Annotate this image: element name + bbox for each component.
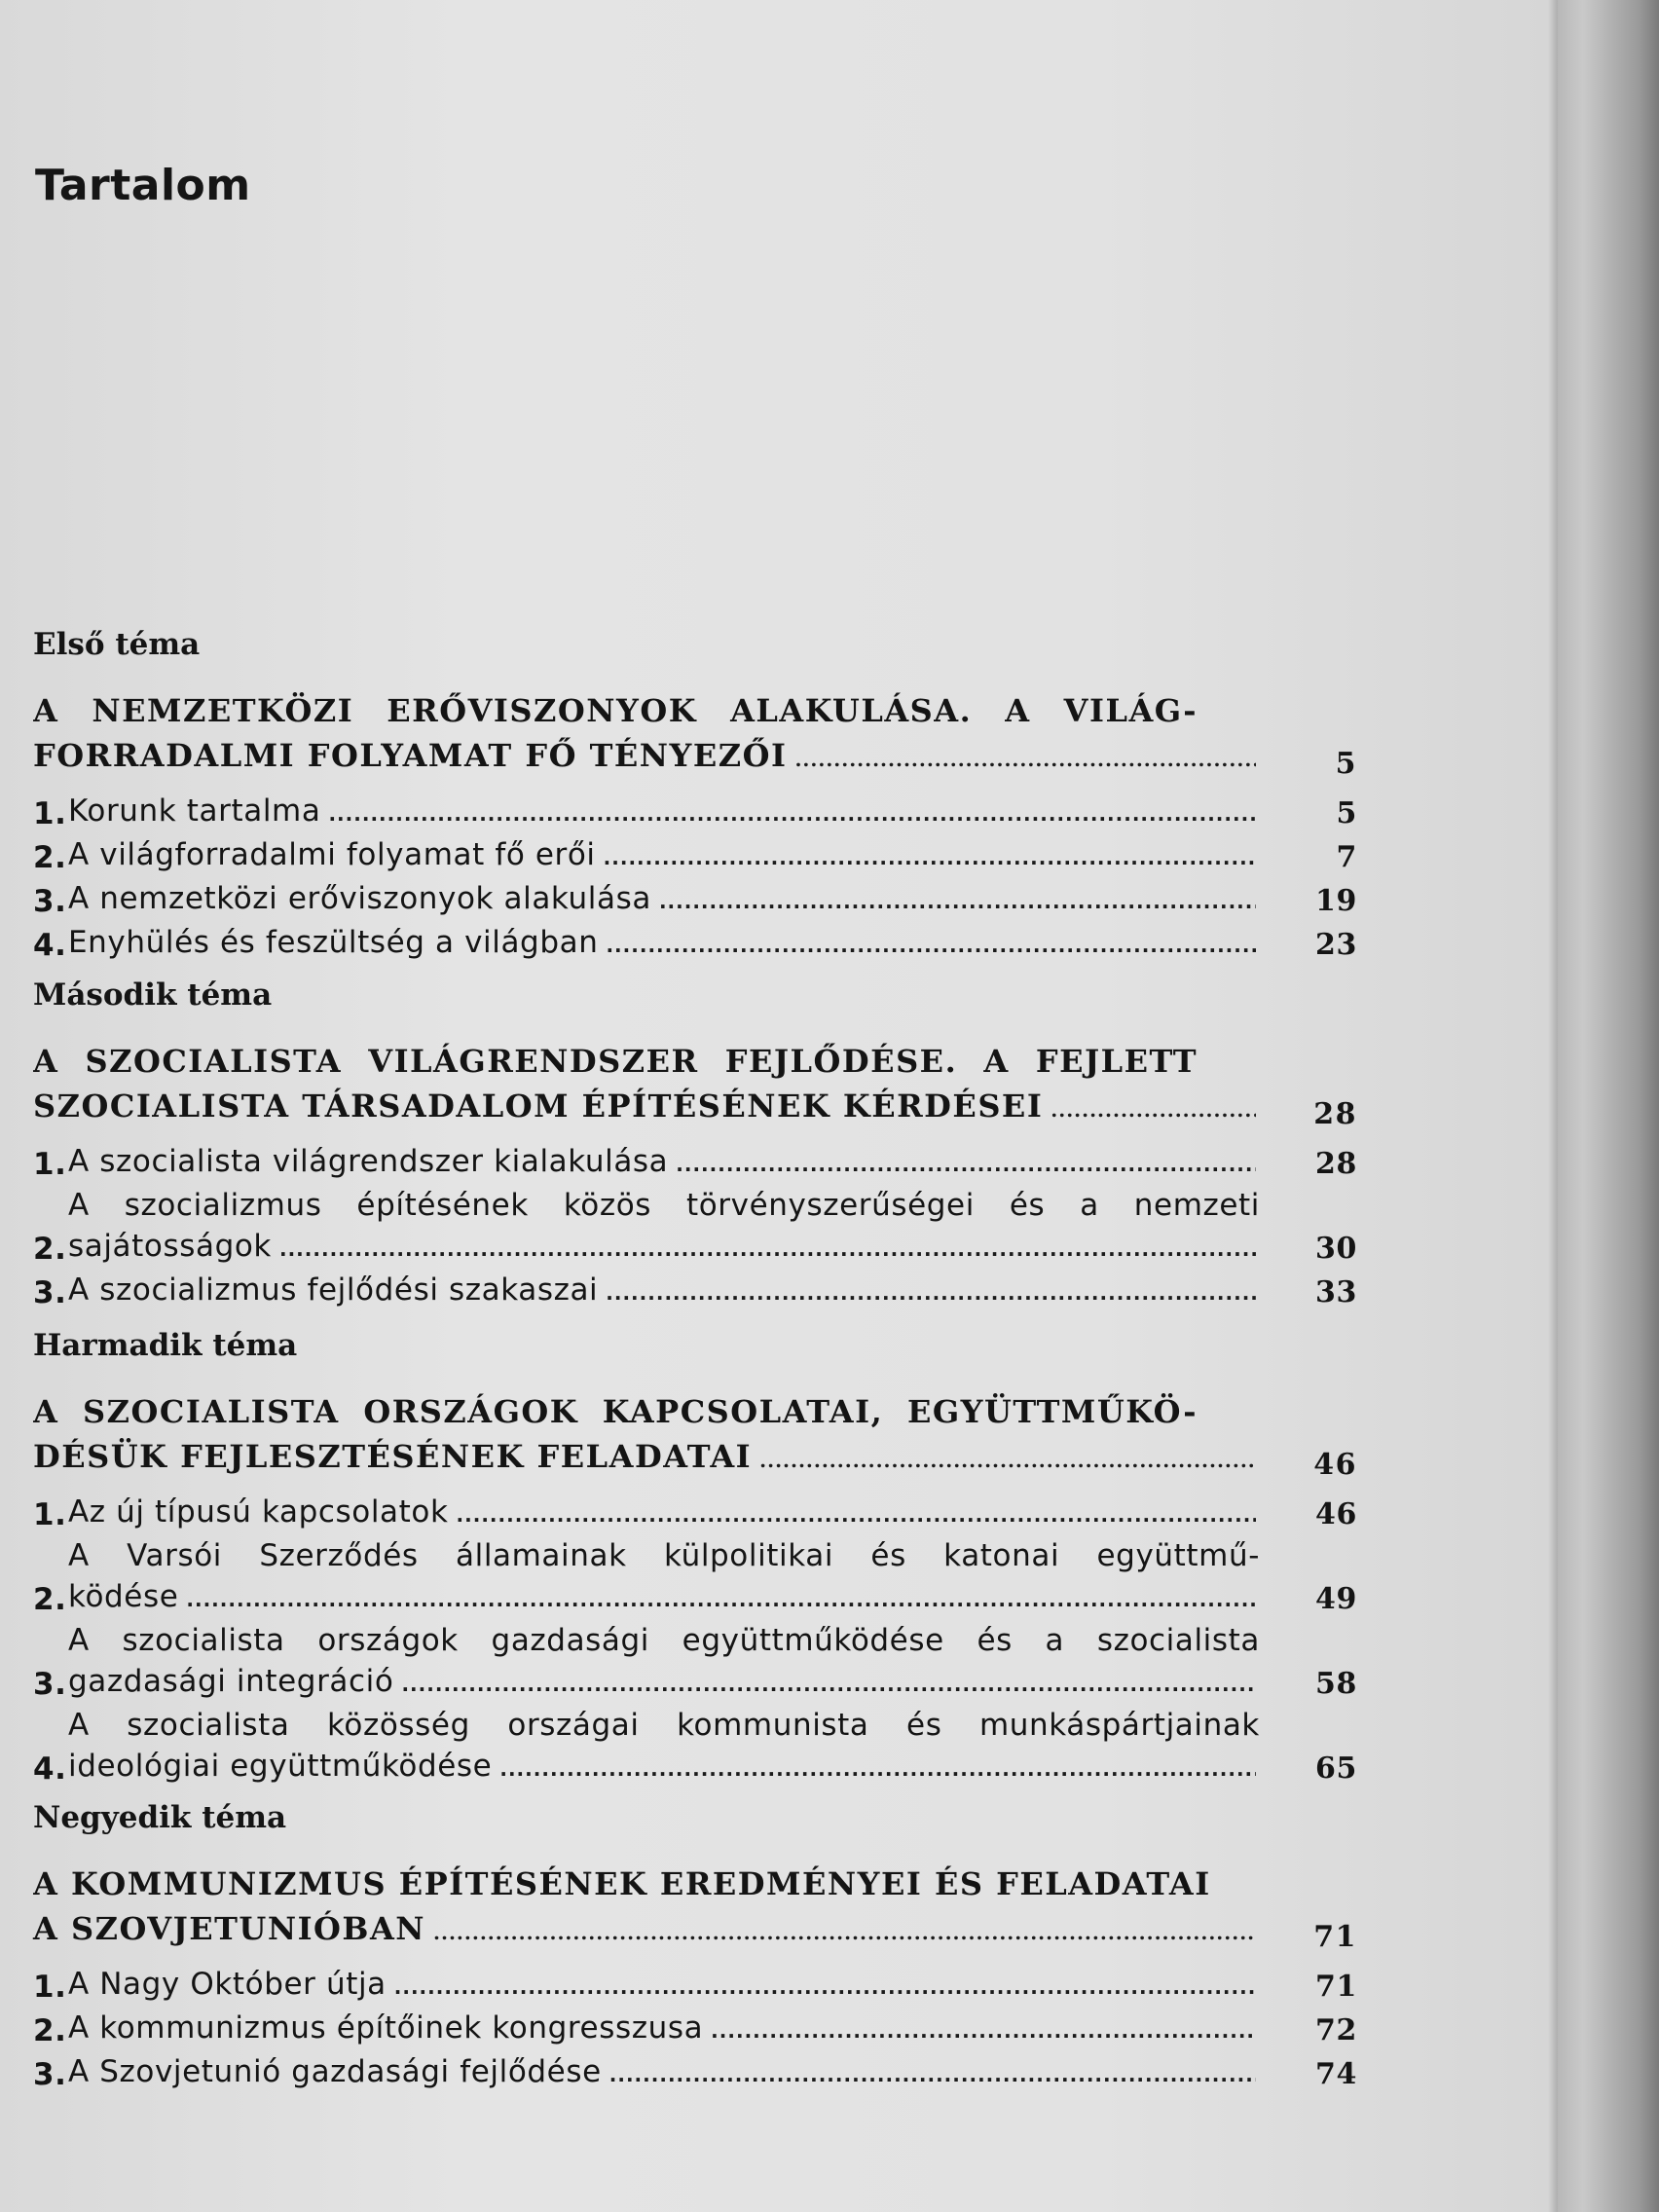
dot-leader [794, 738, 1256, 781]
section-heading[interactable] [33, 687, 1357, 781]
dot-leader [279, 1229, 1256, 1270]
entry-number: 2. [33, 1232, 67, 1267]
page-number: 5 [1335, 747, 1357, 781]
dot-leader [433, 1911, 1256, 1954]
toc-entry[interactable] [33, 834, 1357, 878]
entry-title-continued: ködése [68, 1579, 179, 1614]
toc-section-2 [33, 974, 1357, 1313]
entry-number: 4. [33, 928, 67, 963]
dot-leader [328, 793, 1256, 834]
page-number: 19 [1315, 884, 1357, 918]
entry-title-continued: gazdasági integráció [68, 1664, 394, 1699]
toc-entry[interactable] [33, 791, 1357, 834]
entry-title-continued: ideológiai együttműködése [68, 1749, 493, 1784]
show-through-text [253, 117, 1324, 304]
dot-leader [457, 1494, 1256, 1535]
entry-title: A szocializmus építésének közös törvényszerűségei és a nemzeti [68, 1188, 1260, 1223]
toc-entry[interactable] [33, 1535, 1357, 1620]
section-heading-line1: A NEMZETKÖZI ERŐVISZONYOK ALAKULÁSA. A VILÁG- [33, 692, 1198, 729]
toc-entry[interactable] [33, 1620, 1357, 1705]
page-number: 5 [1336, 796, 1357, 830]
dot-leader [394, 1967, 1256, 2008]
section-label: Negyedik téma [33, 1800, 287, 1835]
section-heading[interactable] [33, 1038, 1357, 1131]
page-number: 30 [1315, 1232, 1357, 1266]
page-number: 74 [1315, 2057, 1357, 2091]
toc-entry[interactable] [33, 1492, 1357, 1535]
toc-entry[interactable] [33, 922, 1357, 966]
page-number: 46 [1315, 1497, 1357, 1531]
book-spine-edge [1558, 0, 1659, 2212]
entry-title-continued: sajátosságok [68, 1229, 272, 1264]
section-heading-line1: A SZOCIALISTA ORSZÁGOK KAPCSOLATAI, EGYÜTTMŰKÖ- [33, 1393, 1198, 1430]
section-heading[interactable] [33, 1388, 1357, 1482]
dot-leader [676, 1144, 1256, 1185]
entry-title: A Nagy Október útja [68, 1967, 387, 2002]
entry-title: A szocialista országok gazdasági együttműködése és a szocialista [68, 1623, 1260, 1658]
entry-number: 1. [33, 1147, 67, 1182]
entry-title: Korunk tartalma [68, 793, 321, 829]
toc-entry[interactable] [33, 1705, 1357, 1789]
toc-entry[interactable] [33, 2051, 1357, 2095]
entry-title: A szocialista közösség országai kommunista és munkáspártjainak [68, 1708, 1260, 1743]
toc-entry[interactable] [33, 878, 1357, 922]
dot-leader [759, 1439, 1256, 1482]
entry-number: 3. [33, 1667, 67, 1702]
toc-entry[interactable] [33, 1185, 1357, 1270]
page-number: 7 [1336, 840, 1357, 874]
section-heading-line2: DÉSÜK FEJLESZTÉSÉNEK FELADATAI [33, 1438, 753, 1475]
entry-number: 2. [33, 2013, 67, 2048]
page-number: 46 [1313, 1448, 1357, 1482]
entry-title: A Szovjetunió gazdasági fejlődése [68, 2054, 602, 2089]
page-number: 71 [1315, 1970, 1357, 2004]
dot-leader [606, 1272, 1256, 1313]
toc-entry[interactable] [33, 1270, 1357, 1313]
toc-entry[interactable] [33, 1141, 1357, 1185]
dot-leader [659, 881, 1256, 922]
page-number: 71 [1313, 1920, 1357, 1954]
entry-number: 3. [33, 1275, 67, 1310]
section-heading-line2: FORRADALMI FOLYAMAT FŐ TÉNYEZŐI [33, 737, 788, 774]
section-heading-line1: A SZOCIALISTA VILÁGRENDSZER FEJLŐDÉSE. A FEJLETT [33, 1043, 1198, 1080]
section-heading[interactable] [33, 1861, 1357, 1954]
section-label: Harmadik téma [33, 1328, 298, 1363]
entry-number: 4. [33, 1751, 67, 1787]
page-number: 72 [1315, 2013, 1357, 2047]
page-number: 23 [1315, 928, 1357, 962]
dot-leader [609, 2054, 1256, 2095]
toc-section-3 [33, 1324, 1357, 1789]
dot-leader [606, 925, 1256, 966]
section-label: Első téma [33, 627, 201, 662]
entry-title: A nemzetközi erőviszonyok alakulása [68, 881, 651, 916]
entry-number: 3. [33, 884, 67, 919]
section-heading-line1: A KOMMUNIZMUS ÉPÍTÉSÉNEK EREDMÉNYEI ÉS FELADATAI [33, 1865, 1211, 1902]
dot-leader [604, 837, 1256, 878]
page-number: 33 [1315, 1275, 1357, 1309]
entry-title: A szocializmus fejlődési szakaszai [68, 1272, 599, 1308]
entry-number: 2. [33, 840, 67, 875]
dot-leader [499, 1749, 1256, 1789]
page-title: Tartalom [35, 161, 251, 210]
toc-entry[interactable] [33, 2008, 1357, 2051]
entry-title: A világforradalmi folyamat fő erői [68, 837, 596, 872]
page-number: 49 [1315, 1582, 1357, 1616]
entry-number: 1. [33, 1497, 67, 1532]
page-number: 65 [1315, 1751, 1357, 1786]
toc-entry[interactable] [33, 1964, 1357, 2008]
entry-title: A kommunizmus építőinek kongresszusa [68, 2010, 704, 2046]
section-heading-line2: SZOCIALISTA TÁRSADALOM ÉPÍTÉSÉNEK KÉRDÉSEI [33, 1088, 1044, 1124]
dot-leader [711, 2010, 1256, 2051]
section-heading-line2: A SZOVJETUNIÓBAN [33, 1910, 426, 1947]
entry-number: 2. [33, 1582, 67, 1617]
dot-leader [186, 1579, 1256, 1620]
toc-section-1 [33, 623, 1357, 966]
entry-number: 3. [33, 2057, 67, 2092]
entry-title: A Varsói Szerződés államainak külpolitikai és katonai együttmű- [68, 1538, 1260, 1573]
section-label: Második téma [33, 977, 273, 1013]
entry-title: A szocialista világrendszer kialakulása [68, 1144, 669, 1179]
page-number: 28 [1313, 1097, 1357, 1131]
toc-section-4 [33, 1796, 1357, 2095]
entry-number: 1. [33, 1970, 67, 2005]
dot-leader [401, 1664, 1256, 1705]
dot-leader [1051, 1088, 1256, 1131]
page-number: 28 [1315, 1147, 1357, 1181]
entry-number: 1. [33, 796, 67, 831]
page-number: 58 [1315, 1667, 1357, 1701]
entry-title: Enyhülés és feszültség a világban [68, 925, 599, 960]
entry-title: Az új típusú kapcsolatok [68, 1494, 449, 1530]
